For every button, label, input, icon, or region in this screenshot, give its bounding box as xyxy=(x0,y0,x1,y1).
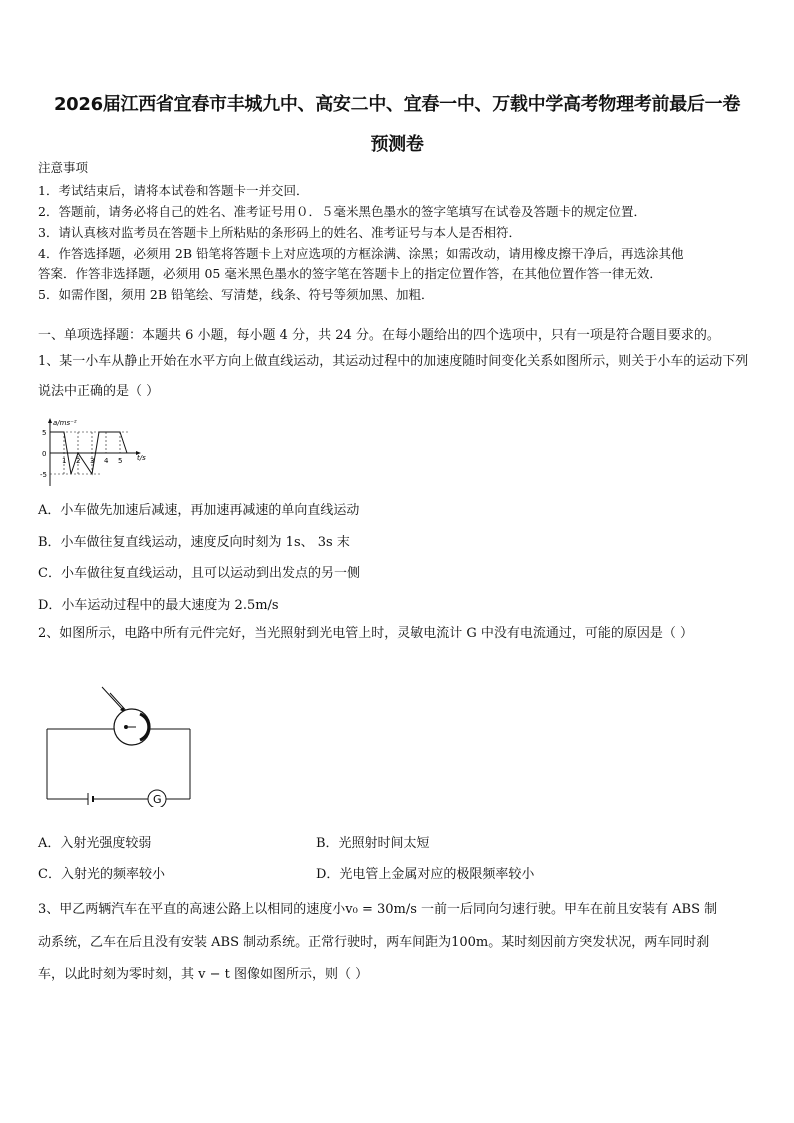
q2-option-c: C．入射光的频率较小 xyxy=(38,867,165,882)
q3-stem-line1: 3、甲乙两辆汽车在平直的高速公路上以相同的速度小v₀ = 30m/s 一前一后同向匀速行驶。甲车在前且安装有 ABS 制 xyxy=(38,902,718,917)
q1-option-b: B．小车做往复直线运动，速度反向时刻为 1s、 3s 末 xyxy=(38,535,350,550)
notice-item-4-cont: 答案．作答非选择题，必须用 05 毫米黑色墨水的签字笔在答题卡上的指定位置作答，在其他位置作答一律无效． xyxy=(38,266,662,281)
q1-option-c: C．小车做往复直线运动，且可以运动到出发点的另一侧 xyxy=(38,566,360,581)
q1-graph-xtick-4: 4 xyxy=(104,457,109,465)
notice-item-5: 5．如需作图，须用 2B 铅笔绘、写清楚，线条、符号等须加黑、加粗． xyxy=(38,287,434,302)
q1-graph-xtick-5: 5 xyxy=(118,457,123,465)
notice-item-2: 2．答题前，请务必将自己的姓名、准考证号用０．５毫米黑色墨水的签字笔填写在试卷及答题卡的规定位置． xyxy=(38,204,646,219)
q1-graph-ylabel: a/ms⁻² xyxy=(53,419,77,427)
q3-stem-line2: 动系统，乙车在后且没有安装 ABS 制动系统。正常行驶时，两车间距为100m。某时刻因前方突发状况，两车同时刹 xyxy=(38,935,710,950)
q1-graph-xlabel: t/s xyxy=(137,454,146,462)
q3-stem-line3: 车，以此时刻为零时刻，其 v − t 图像如图所示，则（ ） xyxy=(38,967,369,982)
q1-graph-ytick-neg5: -5 xyxy=(40,471,47,479)
notice-item-4: 4．作答选择题，必须用 2B 铅笔将答题卡上对应选项的方框涂满、涂黑；如需改动，请用橡皮擦干净后，再选涂其他 xyxy=(38,246,684,261)
q1-stem: 1、某一小车从静止开始在水平方向上做直线运动，其运动过程中的加速度随时间变化关系如图所示，则关于小车的运动下列说法中正确的是（ ） xyxy=(38,354,749,399)
q1-graph-xtick-2: 2 xyxy=(76,457,81,465)
q1-graph-ytick-0: 0 xyxy=(42,450,47,458)
notice-item-1: 1．考试结束后，请将本试卷和答题卡一并交回． xyxy=(38,183,309,198)
q1-option-d: D．小车运动过程中的最大速度为 2.5m/s xyxy=(38,598,279,613)
q2-option-d: D．光电管上金属对应的极限频率较小 xyxy=(316,867,535,882)
paper-title-line2: 预测卷 xyxy=(370,134,424,155)
q2-option-a: A．入射光强度较弱 xyxy=(38,836,152,851)
galvanometer-label: G xyxy=(153,793,162,806)
section-heading: 一、单项选择题：本题共 6 小题，每小题 4 分，共 24 分。在每小题给出的四个选项中，只有一项是符合题目要求的。 xyxy=(38,328,720,343)
q1-acceleration-graph xyxy=(40,416,150,492)
q2-stem: 2、如图所示，电路中所有元件完好，当光照射到光电管上时，灵敏电流计 G 中没有电流通过，可能的原因是（ ） xyxy=(38,626,694,641)
notice-heading: 注意事项 xyxy=(38,160,89,175)
q1-graph-xtick-1: 1 xyxy=(62,457,67,465)
q2-circuit-diagram xyxy=(44,683,196,811)
paper-title-line1: 2026届江西省宜春市丰城九中、高安二中、宜春一中、万载中学高考物理考前最后一卷 xyxy=(53,94,741,115)
q1-option-a: A．小车做先加速后减速，再加速再减速的单向直线运动 xyxy=(38,503,360,518)
q2-option-b: B．光照射时间太短 xyxy=(316,836,430,851)
notice-item-3: 3．请认真核对监考员在答题卡上所粘贴的条形码上的姓名、准考证号与本人是否相符． xyxy=(38,225,521,240)
q1-graph-ytick-5: 5 xyxy=(42,429,47,437)
q1-graph-xtick-3: 3 xyxy=(90,457,95,465)
